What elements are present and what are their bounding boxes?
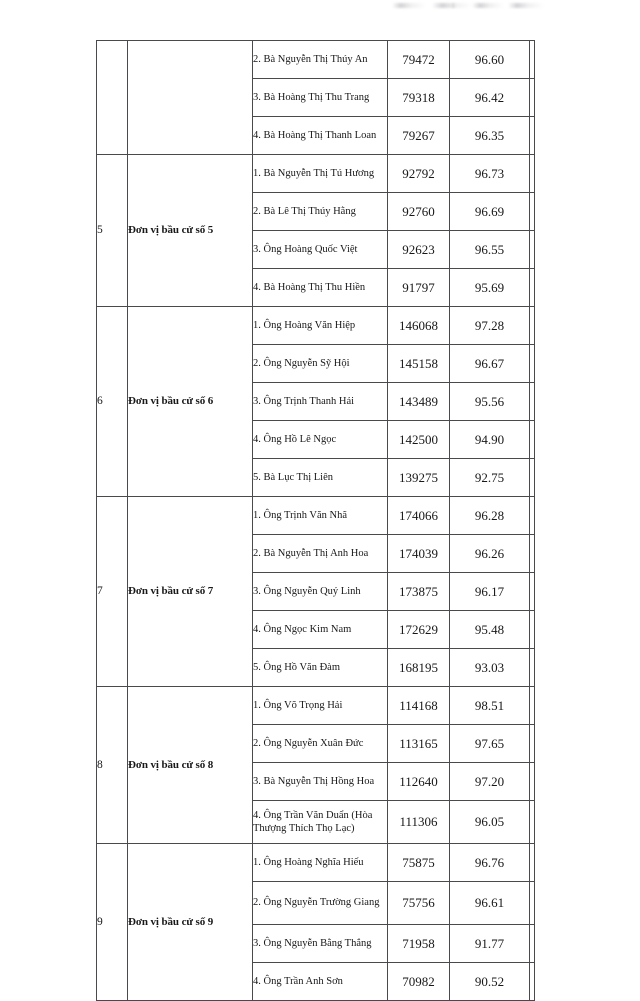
cell-trailing-blank (530, 155, 535, 193)
cell-trailing-blank (530, 269, 535, 307)
cell-candidate-name: 1. Bà Nguyễn Thị Tú Hương (253, 155, 388, 193)
table-row (97, 497, 535, 535)
cell-vote-percentage: 97.65 (450, 725, 530, 763)
scan-artifact (392, 3, 426, 8)
cell-candidate-name: 2. Ông Nguyễn Xuân Đức (253, 725, 388, 763)
scan-artifact (472, 3, 504, 8)
cell-vote-percentage: 98.51 (450, 687, 530, 725)
cell-trailing-blank (530, 459, 535, 497)
cell-vote-count: 79472 (388, 41, 450, 79)
cell-trailing-blank (530, 79, 535, 117)
cell-vote-count: 172629 (388, 611, 450, 649)
cell-constituency: Đơn vị bầu cử số 6 (128, 307, 253, 497)
cell-trailing-blank (530, 801, 535, 844)
cell-vote-percentage: 95.56 (450, 383, 530, 421)
table-row (97, 307, 535, 345)
cell-candidate-name: 1. Ông Trịnh Văn Nhã (253, 497, 388, 535)
cell-vote-count: 91797 (388, 269, 450, 307)
cell-candidate-name: 3. Bà Nguyễn Thị Hồng Hoa (253, 763, 388, 801)
cell-trailing-blank (530, 193, 535, 231)
scan-artifact (508, 3, 544, 8)
table-body (97, 41, 535, 1001)
cell-vote-count: 174066 (388, 497, 450, 535)
cell-index: 7 (97, 497, 128, 687)
cell-vote-percentage: 96.28 (450, 497, 530, 535)
cell-trailing-blank (530, 117, 535, 155)
cell-vote-count: 92623 (388, 231, 450, 269)
cell-vote-count: 146068 (388, 307, 450, 345)
cell-index (97, 41, 128, 155)
cell-vote-count: 75875 (388, 844, 450, 882)
cell-vote-percentage: 96.17 (450, 573, 530, 611)
cell-trailing-blank (530, 844, 535, 882)
cell-trailing-blank (530, 383, 535, 421)
table-row (97, 687, 535, 725)
cell-vote-count: 113165 (388, 725, 450, 763)
cell-vote-percentage: 95.48 (450, 611, 530, 649)
cell-vote-count: 173875 (388, 573, 450, 611)
cell-trailing-blank (530, 963, 535, 1001)
cell-candidate-name: 4. Ông Hồ Lê Ngọc (253, 421, 388, 459)
cell-candidate-name: 2. Bà Lê Thị Thúy Hằng (253, 193, 388, 231)
cell-trailing-blank (530, 925, 535, 963)
cell-vote-percentage: 91.77 (450, 925, 530, 963)
cell-candidate-name: 2. Ông Nguyễn Sỹ Hội (253, 345, 388, 383)
cell-trailing-blank (530, 41, 535, 79)
cell-trailing-blank (530, 882, 535, 925)
cell-trailing-blank (530, 763, 535, 801)
cell-candidate-name: 1. Ông Võ Trọng Hải (253, 687, 388, 725)
cell-candidate-name: 2. Bà Nguyễn Thị Anh Hoa (253, 535, 388, 573)
cell-constituency (128, 41, 253, 155)
cell-candidate-name: 4. Bà Hoàng Thị Thu Hiền (253, 269, 388, 307)
cell-candidate-name: 1. Ông Hoàng Văn Hiệp (253, 307, 388, 345)
cell-vote-count: 75756 (388, 882, 450, 925)
cell-vote-count: 79318 (388, 79, 450, 117)
cell-vote-count: 174039 (388, 535, 450, 573)
table-row (97, 41, 535, 79)
cell-candidate-name: 4. Ông Trần Văn Duẩn (Hòa Thượng Thích Thọ Lạc) (253, 801, 388, 844)
cell-candidate-name: 2. Ông Nguyễn Trường Giang (253, 882, 388, 925)
cell-trailing-blank (530, 421, 535, 459)
cell-vote-count: 92792 (388, 155, 450, 193)
cell-trailing-blank (530, 725, 535, 763)
cell-vote-percentage: 96.42 (450, 79, 530, 117)
cell-candidate-name: 3. Ông Nguyễn Bằng Thắng (253, 925, 388, 963)
cell-vote-count: 111306 (388, 801, 450, 844)
cell-candidate-name: 4. Ông Ngọc Kim Nam (253, 611, 388, 649)
cell-vote-percentage: 96.05 (450, 801, 530, 844)
cell-index: 8 (97, 687, 128, 844)
cell-vote-percentage: 96.55 (450, 231, 530, 269)
cell-vote-count: 145158 (388, 345, 450, 383)
cell-vote-count: 168195 (388, 649, 450, 687)
scan-artifact (452, 3, 456, 8)
cell-candidate-name: 3. Ông Nguyễn Quý Linh (253, 573, 388, 611)
cell-constituency: Đơn vị bầu cử số 9 (128, 844, 253, 1001)
table-row (97, 844, 535, 882)
cell-vote-count: 70982 (388, 963, 450, 1001)
cell-vote-percentage: 96.69 (450, 193, 530, 231)
cell-vote-count: 139275 (388, 459, 450, 497)
cell-trailing-blank (530, 649, 535, 687)
cell-candidate-name: 1. Ông Hoàng Nghĩa Hiếu (253, 844, 388, 882)
cell-candidate-name: 5. Bà Lục Thị Liên (253, 459, 388, 497)
cell-vote-count: 71958 (388, 925, 450, 963)
cell-candidate-name: 4. Bà Hoàng Thị Thanh Loan (253, 117, 388, 155)
cell-index: 5 (97, 155, 128, 307)
cell-trailing-blank (530, 345, 535, 383)
cell-vote-count: 79267 (388, 117, 450, 155)
cell-vote-percentage: 94.90 (450, 421, 530, 459)
cell-vote-count: 114168 (388, 687, 450, 725)
cell-trailing-blank (530, 231, 535, 269)
cell-candidate-name: 2. Bà Nguyễn Thị Thúy An (253, 41, 388, 79)
cell-vote-count: 143489 (388, 383, 450, 421)
cell-vote-percentage: 96.61 (450, 882, 530, 925)
cell-vote-percentage: 96.73 (450, 155, 530, 193)
cell-constituency: Đơn vị bầu cử số 7 (128, 497, 253, 687)
cell-constituency: Đơn vị bầu cử số 8 (128, 687, 253, 844)
cell-vote-percentage: 93.03 (450, 649, 530, 687)
cell-candidate-name: 3. Ông Trịnh Thanh Hải (253, 383, 388, 421)
cell-index: 6 (97, 307, 128, 497)
cell-trailing-blank (530, 687, 535, 725)
cell-trailing-blank (530, 497, 535, 535)
cell-candidate-name: 5. Ông Hồ Văn Đàm (253, 649, 388, 687)
cell-trailing-blank (530, 573, 535, 611)
cell-vote-percentage: 97.20 (450, 763, 530, 801)
cell-constituency: Đơn vị bầu cử số 5 (128, 155, 253, 307)
table-row (97, 155, 535, 193)
cell-vote-percentage: 92.75 (450, 459, 530, 497)
cell-candidate-name: 3. Bà Hoàng Thị Thu Trang (253, 79, 388, 117)
cell-trailing-blank (530, 307, 535, 345)
cell-vote-count: 142500 (388, 421, 450, 459)
cell-candidate-name: 3. Ông Hoàng Quốc Việt (253, 231, 388, 269)
cell-vote-percentage: 96.26 (450, 535, 530, 573)
cell-trailing-blank (530, 611, 535, 649)
cell-vote-percentage: 95.69 (450, 269, 530, 307)
cell-index: 9 (97, 844, 128, 1001)
cell-vote-percentage: 97.28 (450, 307, 530, 345)
election-results-table (96, 40, 535, 1001)
cell-vote-percentage: 96.76 (450, 844, 530, 882)
cell-candidate-name: 4. Ông Trần Anh Sơn (253, 963, 388, 1001)
cell-vote-percentage: 90.52 (450, 963, 530, 1001)
cell-trailing-blank (530, 535, 535, 573)
cell-vote-percentage: 96.35 (450, 117, 530, 155)
cell-vote-count: 112640 (388, 763, 450, 801)
cell-vote-percentage: 96.67 (450, 345, 530, 383)
cell-vote-percentage: 96.60 (450, 41, 530, 79)
cell-vote-count: 92760 (388, 193, 450, 231)
